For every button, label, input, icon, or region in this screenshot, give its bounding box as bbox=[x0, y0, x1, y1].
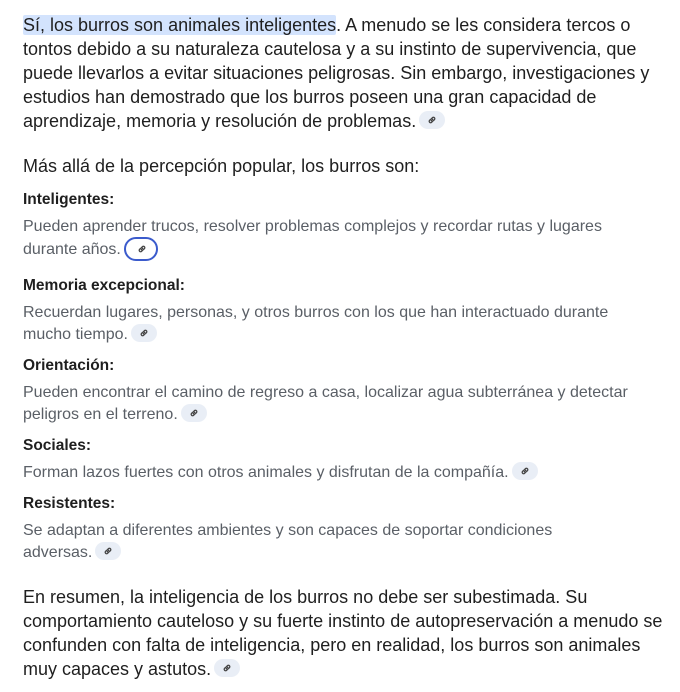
citation-chip[interactable] bbox=[95, 542, 121, 560]
item-description bbox=[23, 520, 583, 564]
item-text: Forman lazos fuertes con otros animales y disfrutan de la compañía. bbox=[23, 464, 509, 481]
link-icon bbox=[222, 663, 232, 673]
citation-chip[interactable] bbox=[419, 111, 445, 129]
item-term: Inteligentes: bbox=[23, 191, 115, 208]
citation-chip[interactable] bbox=[131, 324, 157, 342]
list-item bbox=[23, 356, 663, 426]
item-term: Sociales: bbox=[23, 437, 92, 454]
lead-sentence: Más allá de la percepción popular, los burros son: bbox=[23, 156, 420, 176]
intro-paragraph bbox=[23, 13, 663, 133]
citation-chip[interactable] bbox=[181, 404, 207, 422]
item-term: Memoria excepcional: bbox=[23, 277, 185, 294]
item-description bbox=[23, 382, 653, 426]
item-text: Recuerdan lugares, personas, y otros burros con los que han interactuado durante mucho tiempo. bbox=[23, 304, 609, 343]
summary-paragraph bbox=[23, 585, 663, 681]
item-text: Pueden aprender trucos, resolver problemas complejos y recordar rutas y lugares durante años. bbox=[23, 218, 602, 259]
item-text: Pueden encontrar el camino de regreso a casa, localizar agua subterránea y detectar peligros en el terreno. bbox=[23, 384, 628, 423]
list-item bbox=[23, 494, 663, 564]
intro-text: . A menudo se les considera tercos o tontos debido a su naturaleza cautelosa y a su instinto de supervivencia, que puede llevarlos a evitar situaciones peligrosas. Sin embargo, investigaciones y estudios han demostrado que los burros poseen una gran capacidad de aprendizaje, memoria y resolución de problemas. bbox=[23, 15, 650, 131]
link-icon bbox=[139, 328, 149, 338]
item-term: Resistentes: bbox=[23, 495, 116, 512]
item-description bbox=[23, 462, 653, 484]
item-description bbox=[23, 216, 623, 262]
response-body bbox=[23, 13, 663, 681]
list-item bbox=[23, 190, 663, 262]
highlighted-answer[interactable]: Sí, los burros son animales inteligentes bbox=[23, 15, 337, 35]
link-icon bbox=[103, 546, 113, 556]
item-text: Se adaptan a diferentes ambientes y son capaces de soportar condiciones adversas. bbox=[23, 522, 553, 561]
link-icon bbox=[189, 408, 199, 418]
link-icon bbox=[137, 244, 147, 254]
citation-chip-focused[interactable] bbox=[124, 237, 158, 261]
item-term: Orientación: bbox=[23, 357, 115, 374]
link-icon bbox=[427, 115, 437, 125]
citation-chip[interactable] bbox=[214, 659, 240, 677]
list-item bbox=[23, 436, 663, 484]
summary-text: En resumen, la inteligencia de los burros no debe ser subestimada. Su comportamiento cauteloso y su fuerte instinto de autopreservación a menudo se confunden con falta de inteligencia, pero en realidad, los burros son animales muy capaces y astutos. bbox=[23, 587, 663, 679]
citation-chip[interactable] bbox=[512, 462, 538, 480]
list-item bbox=[23, 276, 663, 346]
link-icon bbox=[520, 466, 530, 476]
item-description bbox=[23, 302, 633, 346]
